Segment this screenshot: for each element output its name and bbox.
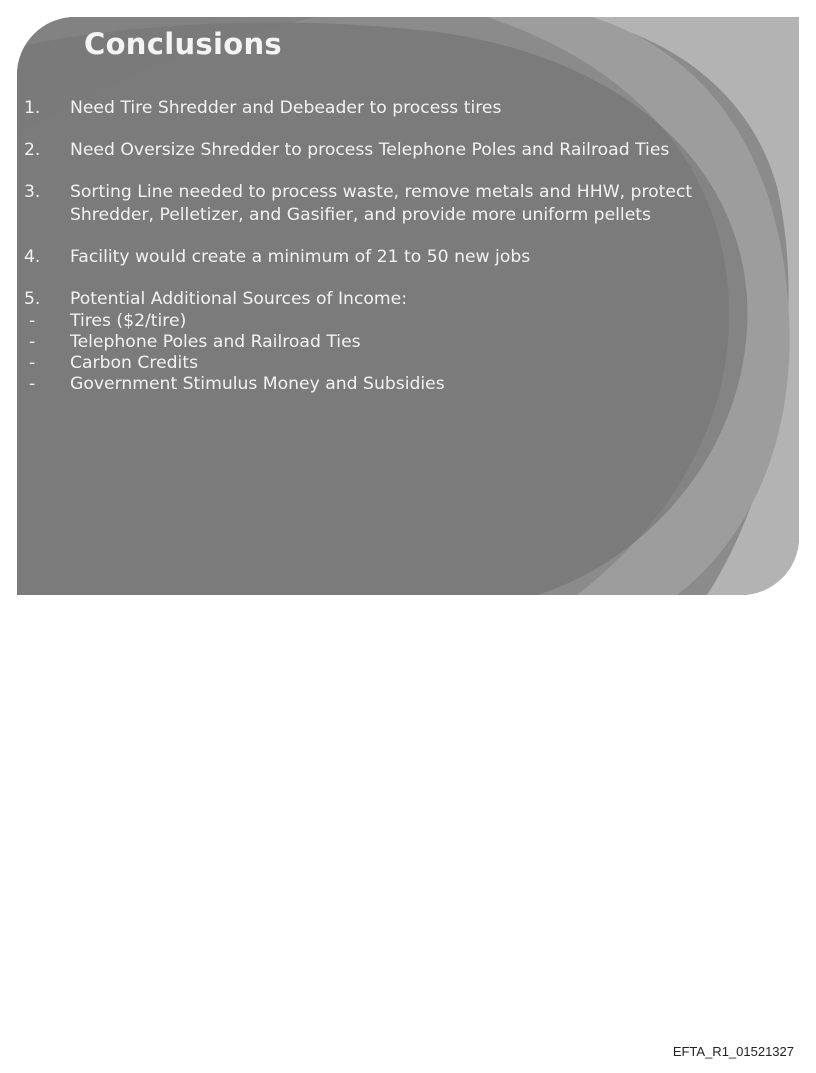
list-number: 1. bbox=[24, 98, 41, 118]
sub-list-text: Tires ($2/tire) bbox=[70, 311, 187, 331]
list-number: 5. bbox=[24, 289, 41, 309]
sub-list-item bbox=[29, 311, 692, 332]
list-text: Sorting Line needed to process waste, remove metals and HHW, protect bbox=[70, 182, 693, 202]
slide-title: Conclusions bbox=[84, 27, 282, 61]
income-sources-list bbox=[29, 311, 692, 395]
list-number: 3. bbox=[24, 182, 41, 202]
list-text: Need Tire Shredder and Debeader to process tires bbox=[70, 98, 502, 118]
dash-bullet: - bbox=[29, 311, 36, 331]
slide bbox=[17, 17, 799, 595]
dash-bullet: - bbox=[29, 374, 36, 394]
list-text: Facility would create a minimum of 21 to 50 new jobs bbox=[70, 247, 531, 267]
list-number: 2. bbox=[24, 140, 41, 160]
conclusion-list bbox=[17, 97, 692, 395]
dash-bullet: - bbox=[29, 332, 36, 352]
list-number: 4. bbox=[24, 247, 41, 267]
sub-list-text: Telephone Poles and Railroad Ties bbox=[70, 332, 361, 352]
dash-bullet: - bbox=[29, 353, 36, 373]
sub-list-item bbox=[29, 374, 692, 395]
list-text: Need Oversize Shredder to process Telephone Poles and Railroad Ties bbox=[70, 140, 670, 160]
list-item bbox=[17, 139, 692, 162]
list-item bbox=[17, 288, 692, 395]
sub-list-item bbox=[29, 332, 692, 353]
list-item bbox=[17, 181, 692, 227]
sub-list-item bbox=[29, 353, 692, 374]
list-item bbox=[17, 97, 692, 120]
list-text-continued: Shredder, Pelletizer, and Gasifier, and provide more uniform pellets bbox=[70, 205, 651, 225]
sub-list-text: Government Stimulus Money and Subsidies bbox=[70, 374, 445, 394]
list-item bbox=[17, 246, 692, 269]
sub-list-text: Carbon Credits bbox=[70, 353, 199, 373]
document-id: EFTA_R1_01521327 bbox=[672, 1044, 794, 1059]
list-text: Potential Additional Sources of Income: bbox=[70, 289, 408, 309]
